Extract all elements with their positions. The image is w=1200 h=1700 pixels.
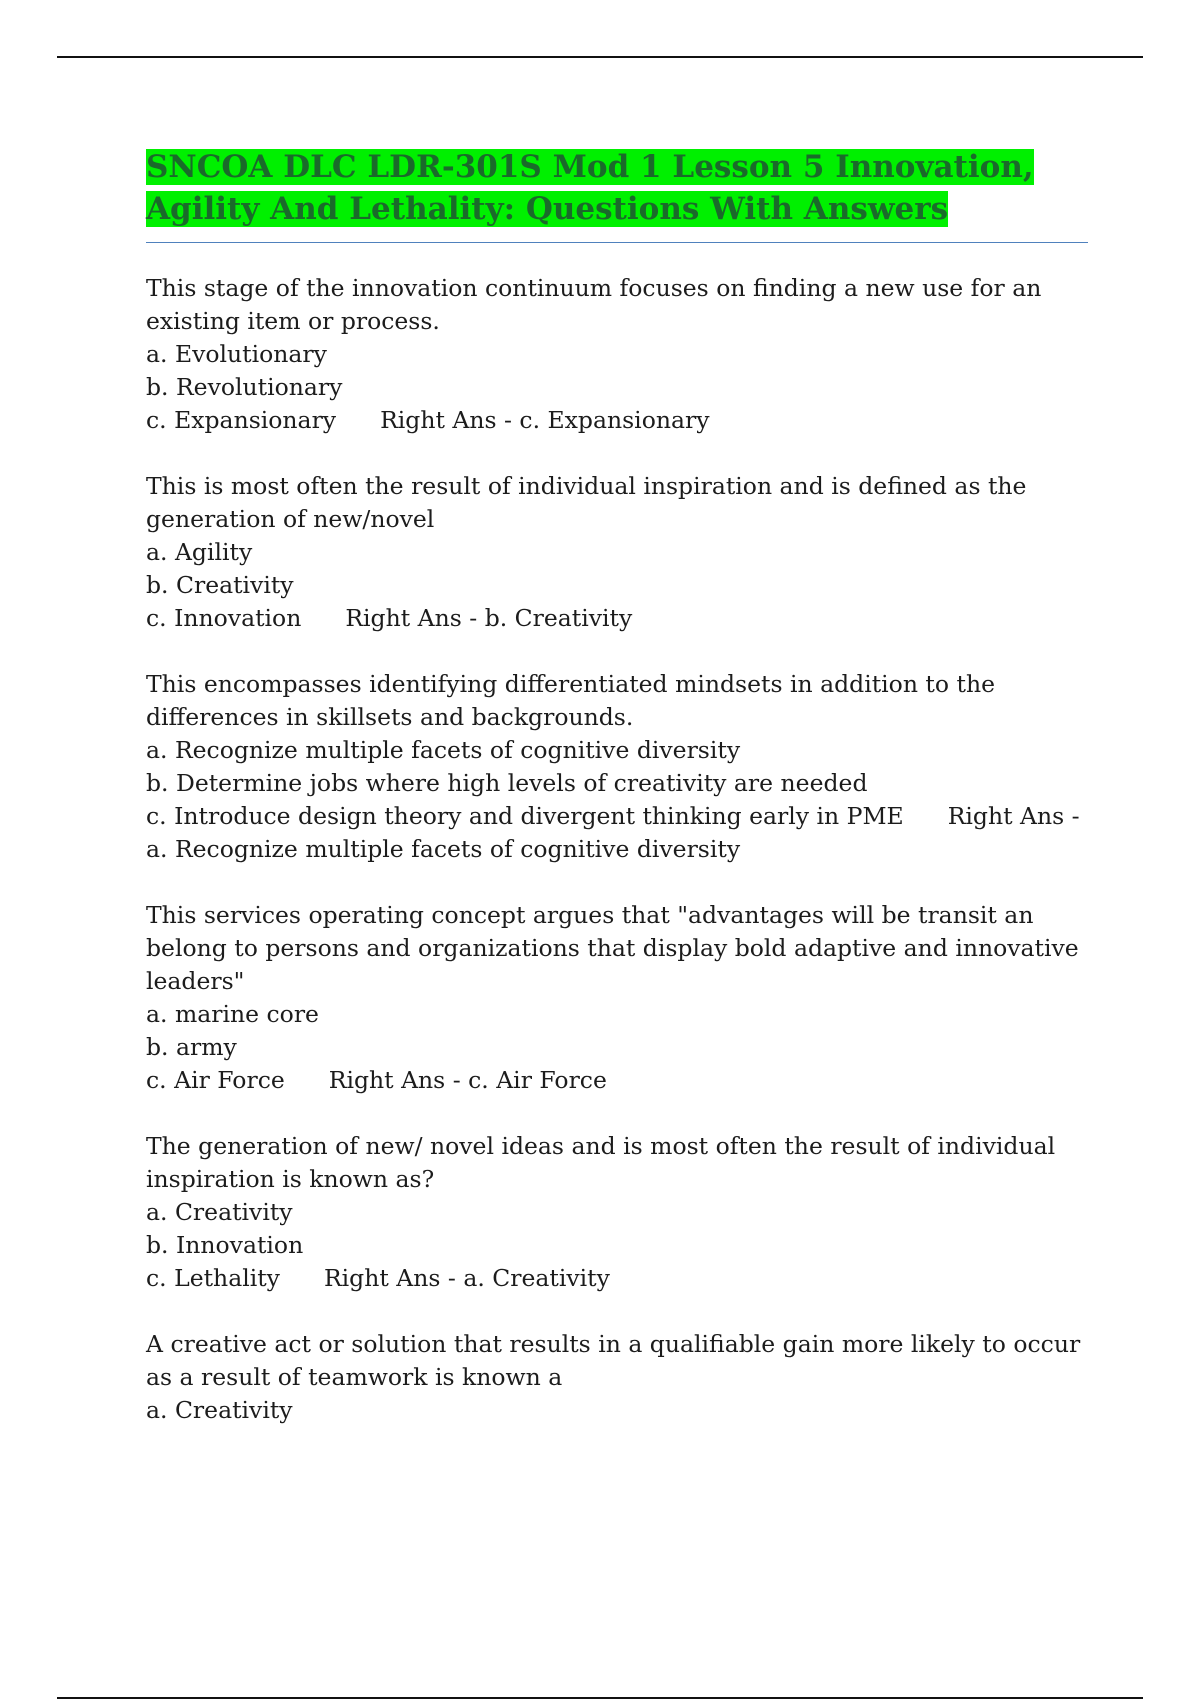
answer-option: c. Air Force [146, 1066, 285, 1094]
answer-option: b. army [146, 1033, 237, 1061]
answer-option: a. Agility [146, 538, 253, 566]
answer-option-with-answer [146, 800, 1086, 866]
question-list [146, 272, 1086, 1460]
answer-option: a. Creativity [146, 1396, 293, 1424]
document-title: SNCOA DLC LDR-301S Mod 1 Lesson 5 Innovation, Agility And Lethality: Questions With Answers [146, 149, 1034, 227]
right-answer: Right Ans - b. Creativity [345, 604, 633, 632]
question-prompt: This services operating concept argues that "advantages will be transit an belong to persons and organizations that display bold adaptive and innovative leaders" [146, 901, 1087, 995]
header-rule [57, 56, 1143, 58]
question-prompt: This is most often the result of individual inspiration and is defined as the generation of new/novel [146, 472, 1034, 533]
question-item [146, 1328, 1086, 1427]
question-prompt: The generation of new/ novel ideas and is most often the result of individual inspiration is known as? [146, 1132, 1063, 1193]
answer-option: b. Innovation [146, 1231, 304, 1259]
answer-option: c. Expansionary [146, 406, 337, 434]
answer-option: a. Evolutionary [146, 340, 327, 368]
answer-option: a. Recognize multiple facets of cognitive diversity [146, 736, 741, 764]
answer-option-with-answer [146, 1064, 1086, 1097]
question-item [146, 899, 1086, 1097]
answer-option: c. Innovation [146, 604, 302, 632]
question-item [146, 470, 1086, 635]
question-item [146, 668, 1086, 866]
right-answer: Right Ans - a. Recognize multiple facets of cognitive diversity [146, 802, 1088, 863]
answer-option: b. Creativity [146, 571, 294, 599]
right-answer: Right Ans - c. Air Force [328, 1066, 607, 1094]
question-prompt: This stage of the innovation continuum focuses on finding a new use for an existing item or process. [146, 274, 1049, 335]
question-prompt: This encompasses identifying differentiated mindsets in addition to the differences in skillsets and backgrounds. [146, 670, 1003, 731]
answer-option: c. Introduce design theory and divergent thinking early in PME [146, 802, 904, 830]
answer-option: b. Revolutionary [146, 373, 343, 401]
question-item [146, 272, 1086, 437]
answer-option-with-answer [146, 602, 1086, 635]
right-answer: Right Ans - a. Creativity [323, 1264, 610, 1292]
footer-rule [57, 1697, 1143, 1699]
answer-option: b. Determine jobs where high levels of creativity are needed [146, 769, 868, 797]
answer-option: a. marine core [146, 1000, 319, 1028]
answer-option-with-answer [146, 1262, 1086, 1295]
answer-option: c. Lethality [146, 1264, 280, 1292]
question-item [146, 1130, 1086, 1295]
answer-option: a. Creativity [146, 1198, 293, 1226]
question-prompt: A creative act or solution that results in a qualifiable gain more likely to occur as a result of teamwork is known a [146, 1330, 1088, 1391]
document-title-block [146, 146, 1088, 243]
answer-option-with-answer [146, 404, 1086, 437]
right-answer: Right Ans - c. Expansionary [380, 406, 710, 434]
